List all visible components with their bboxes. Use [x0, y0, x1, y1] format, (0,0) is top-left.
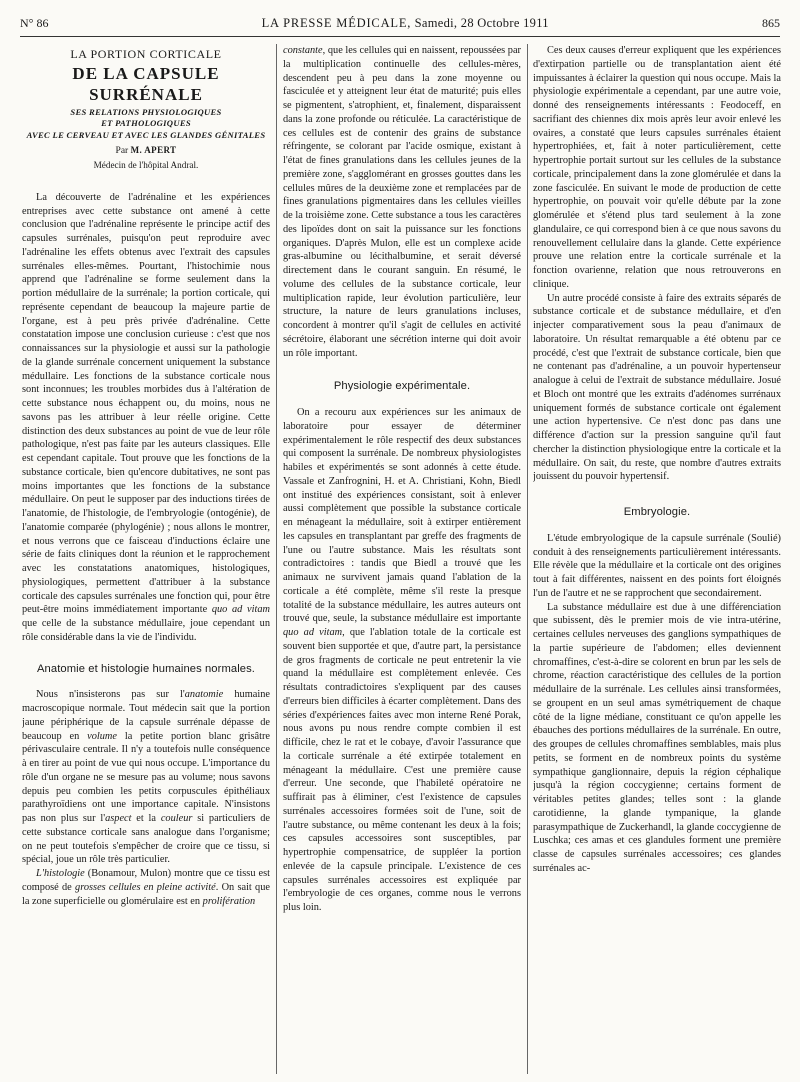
text-run: (Bonamour, Mulon) montre que ce tissu est composé de — [22, 868, 270, 893]
paragraph — [22, 867, 270, 908]
article-subtitle: SES RELATIONS PHYSIOLOGIQUES — [70, 106, 222, 117]
paragraph: Ces deux causes d'erreur expliquent que les expériences d'extirpation partielle ou de transplantation aient été impuissantes à éclairer la question qui nous occupe. Mais la physiologie expérimentale a cependant, par une autre voie, donné des renseignements intéressants : Feodoceff, en sacrifiant des chiennes dix mois après leur avoir enlevé les ovaires, a constaté que leurs capsules surrénales étaient hypertrophiées, et, fait à noter particulièrement, cette hypertrophie portait surtout sur les cellules de la substance corticale, principalement dans la zone glomérulée et dans la zone fasciculée. En suivant le mode de production de cette hypertrophie, on pouvait voir qu'elle débute par la zone glomérulée et s'étend plus tard seulement à la zone glandulaire, ce qui correspond bien à ce que nous savons du renouvellement cellulaire dans la glande. Cette expérience prouve une relation entre la corticale surrénale et la fonction ovarienne, relation que nous retrouverons en clinique. — [533, 45, 781, 290]
author-name: M. APERT — [130, 145, 177, 156]
article-kicker: LA PORTION CORTICALE — [70, 47, 222, 61]
paragraph — [283, 44, 521, 360]
author-prefix: Par — [115, 146, 131, 157]
paragraph — [22, 191, 270, 645]
emphasis: grosses cellules en pleine activité — [75, 881, 216, 893]
emphasis: volume — [87, 730, 117, 742]
running-head — [20, 12, 780, 34]
article-title: DE LA CAPSULE SURRÉNALE — [72, 63, 220, 104]
author-affiliation: Médecin de l'hôpital Andral. — [93, 160, 199, 170]
paragraph: L'étude embryologique de la capsule surrénale (Soulié) conduit à des renseignements particulièrement intéressants. Elle révèle que la médullaire et la corticale ont des origines tout à fait différentes, naissent en des points fort éloignés l'un de l'autre et ne se rapprochent que secondairement. — [533, 532, 781, 599]
text-run: , que les cellules qui en naissent, repoussées par la multiplication continuelle des cellules-mères, descendent peu à peu dans la zone moyenne ou fasciculée et y atteignent leur état de maturité; puis elles se pigmentent, s'atrophient, et, finalement, disparaissent dans la zone profonde ou réticulée. La caractéristique de ces cellules est de contenir des grains de substance réfringente, se colorant par l'acide osmique, existant à l'état de fines granulations dans les cellules jeunes de la première zone, s'agglomérant en grosses gouttes dans les cellules mûres de la deuxième zone et remplacées par de fines granulations pigmentaires dans les cellules vieilles de la troisième zone. Cette substance a tous les caractères des lipoïdes dont on sait la puissance sur les fonctions organiques. D'après Mulon, elle est un complexe acide gras-albumine ou lécithalbumine, et serait déversé directement dans le courant sanguin. En résumé, le volume des cellules de la substance corticale, leur multiplication rapide, leur évolution particulière, leur structure, la nature de leurs granulations incluses, concordent à montrer qu'il s'agit de cellules en activité sécrétoire, élaborant une sécrétion interne qui doit avoir un rôle important. — [283, 45, 521, 359]
emphasis: L'histologie — [36, 868, 85, 879]
text-run: la petite portion blanc grisâtre périvasculaire centrale. Il n'y a toutefois nulle conséquence à en tirer au point de vue qui nous occupe. L'importance du rôle d'un organe ne se mesure pas au volume; nous savons depuis peu combien les petits corpuscules épithéliaux parathyroïdiens ont une importance capitale. N'insistons pas non plus sur l' — [22, 730, 270, 824]
emphasis: couleur — [160, 813, 193, 824]
journal-name: LA PRESSE MÉDICALE, — [261, 15, 412, 30]
issue-date: Samedi, 28 Octobre 1911 — [414, 15, 549, 30]
section-heading: Embryologie. — [623, 506, 691, 518]
text-run: que celle de la substance médullaire, joue cependant un rôle considérable dans la vie de l'individu. — [22, 618, 270, 643]
emphasis: prolifération — [202, 895, 256, 907]
section-heading: Physiologie expérimentale. — [333, 380, 471, 393]
paragraph — [283, 406, 521, 915]
column-2 — [283, 44, 521, 1074]
header-rule — [20, 36, 780, 37]
emphasis: quo ad vitam — [211, 604, 270, 616]
emphasis: anatomie — [184, 689, 224, 701]
issue-number: N° 86 — [20, 15, 49, 30]
column-1 — [22, 44, 270, 1074]
emphasis: constante — [283, 45, 323, 56]
section-heading: Anatomie et histologie humaines normales. — [36, 662, 256, 675]
text-run: La découverte de l'adrénaline et les expériences entreprises avec cette substance ont amené à cette conclusion que l'adrénaline représente le principe actif des capsules surrénales, puisqu'on peut reproduire avec l'adrénaline les effets obtenus avec l'extrait des capsules surrénales elles-mêmes. Pourtant, l'histochimie nous apprend que l'adrénaline se forme seulement dans la portion médullaire de la surrénale; la portion corticale, qui représente cependant de beaucoup la majeure partie de l'organe, est à peu près privée d'adrénaline. Cette constatation impose une conclusion curieuse : c'est que nos connaissances sur la physiologie et aussi sur la pathologie de la glande surrénale concernent uniquement la substance médullaire. Les fonctions de la substance corticale nous sont inconnues; les troubles morbides dus à l'altération de cette substance nous échappent ou, du moins, nous ne savons pas les attribuer à leur réelle origine. Cette distinction des deux substances au point de vue de leur rôle pathologique, n'est pas faite par les auteurs classiques. Elle est cependant capitale. Tout prouve que les fonctions de la substance corticale, bien qu'encore dubitatives, ne sont pas moins importantes que les fonctions de la substance médullaire. On peut le supposer par des inductions tirées de l'anatomie, de l'histologie, de l'embryologie (ontogénie), de l'anatomie comparée (phylogénie) ; nous allons le montrer, et nous verrons que ce faisceau d'inductions éclaire une série de faits cliniques dont la réunion et le rapprochement avec les constatations anatomiques, histologiques, physiologiques, permettent d'attribuer à la substance corticale des capsules surrénales une fonction qui, pour être peut-être moins immédiatement importante — [22, 191, 270, 616]
article-author — [22, 144, 270, 159]
column-divider — [527, 44, 528, 1074]
text-run: et la — [131, 813, 161, 824]
text-run: On a recouru aux expériences sur les animaux de laboratoire pour essayer de déterminer expérimentalement le rôle respectif des deux substances qui composent la surrénale. De nombreux physiologistes habiles et expérimentés se sont adonnés à cette étude. Vassale et Zanfrognini, H. et A. Christiani, Kohn, Biedl ont institué des expériences consistant, soit à enlever aussi complètement que possible la substance corticale en ménageant la médullaire, soit à extirper entièrement les capsules en transplantant par greffe des fragments de l'une ou l'autre substance. Mais les résultats sont contradictoires : tandis que Biedl a trouvé que les animaux ne survivent jamais quand l'ablation de la corticale a été complète, même s'il reste la presque totalité de la substance médullaire, les autres auteurs ont trouvé que, seule, la substance médullaire est importante — [283, 407, 521, 625]
paragraph: Un autre procédé consiste à faire des extraits séparés de substance corticale et de substance médullaire, et d'en injecter comparativement sous la peau d'animaux de laboratoire. Un résultat remarquable a été obtenu par ce procédé, c'est que l'extrait de substance corticale, bien que ne contenant pas d'adrénaline, a un pouvoir hypertenseur analogue à celui de l'extrait de substance médullaire. Josué et Bloch ont montré que les extraits d'adénomes surrénaux uniquement formés de substance corticale ont également une action hypertensive. Ce n'est donc pas dans une différence d'action sur la pression sanguine qu'il faut chercher la distinction physiologique entre la corticale et la médullaire. On sait, du reste, que nombre d'autres extraits jouissent du pouvoir hypertensif. — [533, 292, 781, 483]
column-3 — [533, 44, 781, 1074]
emphasis: aspect — [105, 813, 132, 824]
text-run: , que l'ablation totale de la corticale est souvent bien supportée et que, d'autre part, la persistance de gros fragments de corticale ne peut entretenir la vie quand la médullaire est complètement enlevée. Ces résultats contradictoires s'expliquent par des causes d'erreurs bien difficiles à écarter complètement. Dans des séries d'expériences faites avec mon interne René Porak, nous avons pu nous rendre compte combien il est difficile, chez le rat et le cobaye, d'avoir l'assurance que la corticale surrénale a été extirpée totalement en ménageant la médullaire. C'est une première cause d'erreur. Une seconde, que l'habileté opératoire ne suffirait pas à éliminer, c'est l'existence de capsules surrénales accessoires formées soit de l'une, soit de l'autre substance, ou même contenant les deux à la fois; ces capsules accessoires sont susceptibles, par hypertrophie compensatrice, de suppléer la portion enlevée de la capsule principale. L'existence de ces capsules surrénales accessoires est expliquée par l'embryologie de ces organes, comme nous le verrons plus loin. — [283, 627, 521, 913]
page-number: 865 — [761, 15, 780, 30]
emphasis: quo ad vitam — [283, 627, 343, 638]
text-run: . On sait que la zone superficielle ou glomérulaire est en — [22, 881, 270, 907]
paragraph: La substance médullaire est due à une différenciation que subissent, dès le premier mois de vie intra-utérine, certaines cellules nerveuses des ganglions sympathiques de la partie supérieure de l'abdomen; elles deviennent chromaffines, c'est-à-dire se colorent en brun par les sels de chrome, réaction caractéristique des cellules de la portion médullaire de la surrénale. Les cellules ainsi transformées, se groupent en un seul amas symétriquement de chaque côté de la ligne médiane, constituant ce qu'on appelle les ébauches des portions médullaires de la surrénale. En outre, des groupes de cellules chromaffines semblables, mais plus petits, se forment en de nombreux points du système sympathique ganglionnaire, depuis la région céphalique jusqu'à la région coccygienne; certains forment de véritables petites glandes; telles sont : la glande carotidienne, la glande tympanique, la glande parasympathique de Zuckerhandl, la glande coccygienne de Luschka; ces amas et ces glandules forment une première classe de capsules surrénales accessoires; ces glandes surrénales ac- — [533, 601, 781, 874]
column-divider — [276, 44, 277, 1074]
journal-title — [262, 16, 549, 31]
paragraph — [22, 688, 270, 867]
text-run: Nous n'insisterons pas sur l' — [36, 689, 185, 701]
text-run: humaine macroscopique normale. Tout médecin sait que la portion jaune périphérique de la capsule surrénale dépasse de beaucoup en — [22, 689, 270, 742]
text-run: si particuliers de cette substance corticale sans analogue dans l'organisme; on ne peut toutefois s'empêcher de croire que ce tissu, si spécial, joue un rôle très particulier. — [22, 813, 270, 866]
article-subtitle: ET PATHOLOGIQUES — [101, 118, 191, 129]
article-subtitle: AVEC LE CERVEAU ET AVEC LES GLANDES GÉNITALES — [26, 129, 266, 140]
